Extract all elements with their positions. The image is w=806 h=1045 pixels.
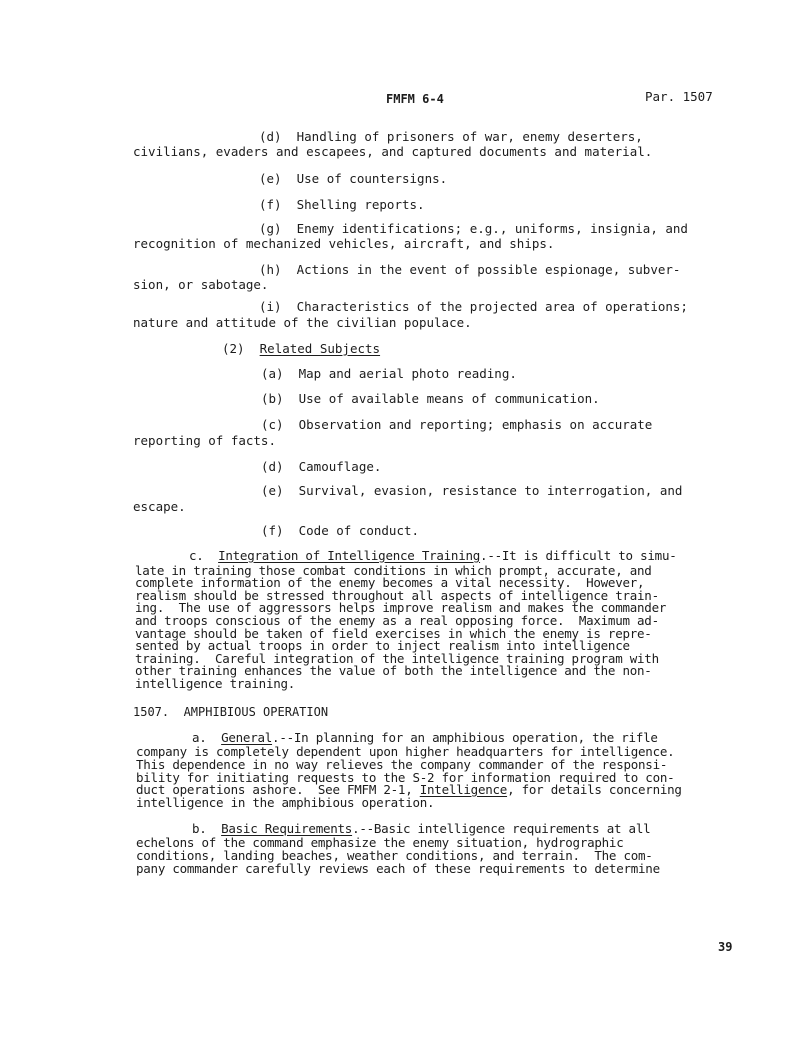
general-last-line: intelligence in the amphibious operation. [136,795,435,810]
basic-line: echelons of the command emphasize the enemy situation, hydrographic [136,835,624,850]
item-i-line2: nature and attitude of the civilian populace. [133,315,472,330]
integration-line: other training enhances the value of both the intelligence and the non- [135,663,652,678]
related-a: (a) Map and aerial photo reading. [261,366,517,381]
integration-line: sented by actual troops in order to inject realism into intelligence [135,638,630,653]
paragraph-ref: Par. 1507 [645,89,713,104]
integration-first-rest: .--It is difficult to simu- [480,548,677,563]
general-title: General [221,730,273,745]
related-subjects-heading [222,342,380,356]
related-number: (2) [222,341,245,356]
integration-first-line [189,549,677,563]
general-first-line [192,731,658,745]
basic-first-rest: .--Basic intelligence requirements at all [352,821,651,836]
item-i-line1: (i) Characteristics of the projected area of operations; [259,299,688,314]
integration-line: and troops conscious of the enemy as a real opposing force. Maximum ad- [135,613,659,628]
basic-line: pany commander carefully reviews each of these requirements to determine [136,861,660,876]
general-first-rest: .--In planning for an amphibious operation, the rifle [272,730,658,745]
general-line: This dependence in no way relieves the company commander of the responsi- [136,757,668,772]
item-e: (e) Use of countersigns. [259,171,448,186]
related-d: (d) Camouflage. [261,459,382,474]
basic-lead: b. [192,821,222,836]
related-b: (b) Use of available means of communication. [261,391,600,406]
item-d-line1: (d) Handling of prisoners of war, enemy deserters, [259,129,643,144]
integration-line: ing. The use of aggressors helps improve realism and makes the commander [135,600,667,615]
related-c-line1: (c) Observation and reporting; emphasis on accurate [261,417,653,432]
related-f: (f) Code of conduct. [261,523,420,538]
item-g-line1: (g) Enemy identifications; e.g., uniforms, insignia, and [259,221,688,236]
integration-line: late in training those combat conditions in which prompt, accurate, and [135,563,652,578]
integration-line: realism should be stressed throughout all aspects of intelligence train- [135,588,659,603]
document-id: FMFM 6-4 [386,92,444,106]
basic-line: conditions, landing beaches, weather conditions, and terrain. The com- [136,848,653,863]
integration-line: training. Careful integration of the intelligence training program with [135,651,659,666]
general-ref-lead: duct operations ashore. See FMFM 2-1, [136,782,420,797]
integration-title: Integration of Intelligence Training [218,548,481,563]
integration-line: vantage should be taken of field exercises in which the enemy is repre- [135,626,652,641]
related-c-line2: reporting of facts. [133,433,276,448]
general-line: company is completely dependent upon higher headquarters for intelligence. [136,744,675,759]
general-line: bility for initiating requests to the S-2 for information required to con- [136,770,675,785]
related-e-line2: escape. [133,499,186,514]
item-g-line2: recognition of mechanized vehicles, aircraft, and ships. [133,236,555,251]
related-title: Related Subjects [259,341,381,356]
item-h-line1: (h) Actions in the event of possible espionage, subver- [259,262,681,277]
item-f: (f) Shelling reports. [259,197,425,212]
related-e-line1: (e) Survival, evasion, resistance to interrogation, and [261,483,683,498]
general-ref-tail: , for details concerning [507,782,682,797]
integration-lead: c. [189,548,219,563]
item-d-line2: civilians, evaders and escapees, and captured documents and material. [133,144,653,159]
section-heading: 1507. AMPHIBIOUS OPERATION [133,705,329,719]
integration-line: complete information of the enemy becomes a vital necessity. However, [135,575,645,590]
item-h-line2: sion, or sabotage. [133,277,269,292]
basic-first-line [192,822,650,836]
page-number: 39 [718,940,733,954]
intelligence-reference: Intelligence [419,782,508,797]
basic-title: Basic Requirements [221,821,353,836]
general-lead: a. [192,730,222,745]
integration-line: intelligence training. [135,676,296,691]
